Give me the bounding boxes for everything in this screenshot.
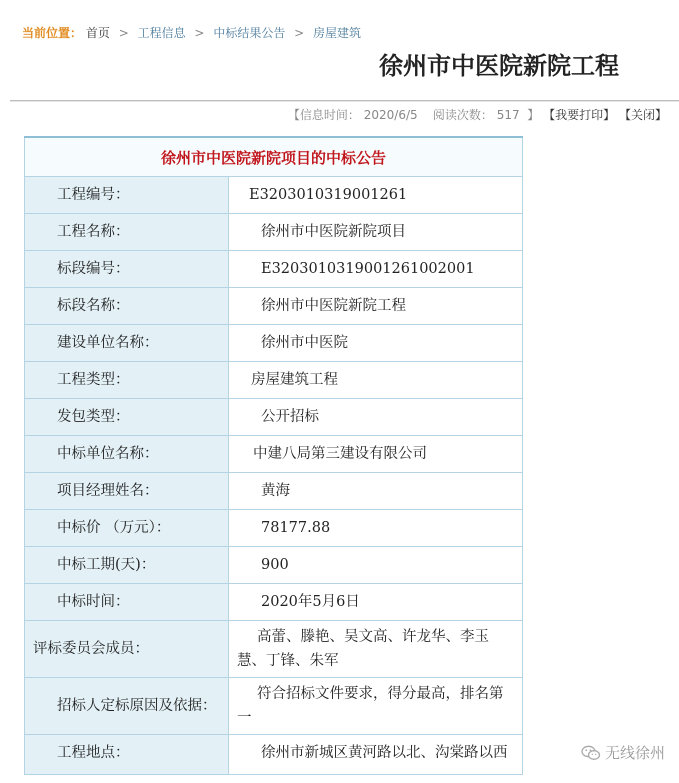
breadcrumb-label: 当前位置：	[22, 26, 83, 40]
field-value: 黄海	[229, 473, 523, 510]
award-announcement-table	[24, 136, 523, 775]
print-link[interactable]: 【我要打印】	[543, 108, 616, 122]
field-label: 标段编号：	[25, 251, 229, 288]
table-row	[25, 251, 523, 288]
watermark	[581, 742, 665, 763]
title-divider	[10, 100, 679, 101]
field-value: 徐州市中医院新院项目	[229, 214, 523, 251]
field-label: 项目经理姓名：	[25, 473, 229, 510]
field-value: E3203010319001261002001	[229, 251, 523, 288]
breadcrumb-project-info-link[interactable]: 工程信息	[137, 26, 186, 40]
breadcrumb-building-link[interactable]: 房屋建筑	[313, 26, 362, 40]
breadcrumb-separator: >	[294, 26, 305, 40]
field-value: 78177.88	[229, 510, 523, 547]
table-row	[25, 288, 523, 325]
field-value: 房屋建筑工程	[229, 362, 523, 399]
field-label: 中标单位名称：	[25, 436, 229, 473]
table-row	[25, 362, 523, 399]
table-row	[25, 510, 523, 547]
field-label-text: 评标委员会成员：	[33, 641, 149, 657]
field-label-text: 招标人定标原因及依据：	[57, 698, 217, 714]
table-row	[25, 177, 523, 214]
field-value: 2020年5月6日	[229, 584, 523, 621]
table-row	[25, 735, 523, 775]
field-label: 工程地点：	[25, 735, 229, 775]
field-label	[25, 678, 229, 735]
field-value: 徐州市中医院新院工程	[229, 288, 523, 325]
field-label: 建设单位名称：	[25, 325, 229, 362]
field-value-text: 符合招标文件要求，得分最高，排名第一	[237, 686, 504, 726]
field-value: 中建八局第三建设有限公司	[229, 436, 523, 473]
field-value: 徐州市新城区黄河路以北、沟棠路以西	[229, 735, 523, 775]
field-label: 工程编号：	[25, 177, 229, 214]
meta-close-bracket: 】	[527, 108, 540, 122]
breadcrumb-award-notice-link[interactable]: 中标结果公告	[213, 26, 286, 40]
watermark-text: 无线徐州	[604, 744, 665, 762]
field-label: 中标工期(天)：	[25, 547, 229, 584]
field-label: 工程类型：	[25, 362, 229, 399]
breadcrumb-home-link[interactable]: 首页	[85, 26, 110, 40]
field-label: 工程名称：	[25, 214, 229, 251]
field-value	[229, 678, 523, 735]
wechat-icon	[581, 744, 605, 762]
field-value: 900	[229, 547, 523, 584]
field-value: E3203010319001261	[229, 177, 523, 214]
breadcrumb-separator: >	[118, 26, 129, 40]
info-time-label: 【信息时间：	[287, 108, 360, 122]
table-row	[25, 547, 523, 584]
breadcrumb-separator: >	[194, 26, 205, 40]
announcement-title: 徐州市中医院新院项目的中标公告	[25, 137, 523, 177]
table-row	[25, 325, 523, 362]
field-value: 徐州市中医院	[229, 325, 523, 362]
field-label: 中标价 （万元）：	[25, 510, 229, 547]
table-row	[25, 584, 523, 621]
breadcrumb	[22, 24, 361, 41]
table-row	[25, 214, 523, 251]
table-row	[25, 621, 523, 678]
field-value-text: 高蕾、滕艳、吴文高、许龙华、李玉慧、丁锋、朱军	[237, 629, 489, 669]
meta-bar	[288, 106, 667, 123]
table-row	[25, 399, 523, 436]
field-value: 公开招标	[229, 399, 523, 436]
field-label: 发包类型：	[25, 399, 229, 436]
view-count-label: 阅读次数：	[432, 108, 493, 122]
field-label: 中标时间：	[25, 584, 229, 621]
table-row	[25, 678, 523, 735]
field-label	[25, 621, 229, 678]
page-title: 徐州市中医院新院工程	[379, 52, 619, 80]
view-count-value: 517	[496, 108, 520, 122]
table-row	[25, 436, 523, 473]
table-row	[25, 473, 523, 510]
field-label: 标段名称：	[25, 288, 229, 325]
field-value	[229, 621, 523, 678]
close-link[interactable]: 【关闭】	[618, 108, 667, 122]
info-time-value: 2020/6/5	[363, 108, 418, 122]
